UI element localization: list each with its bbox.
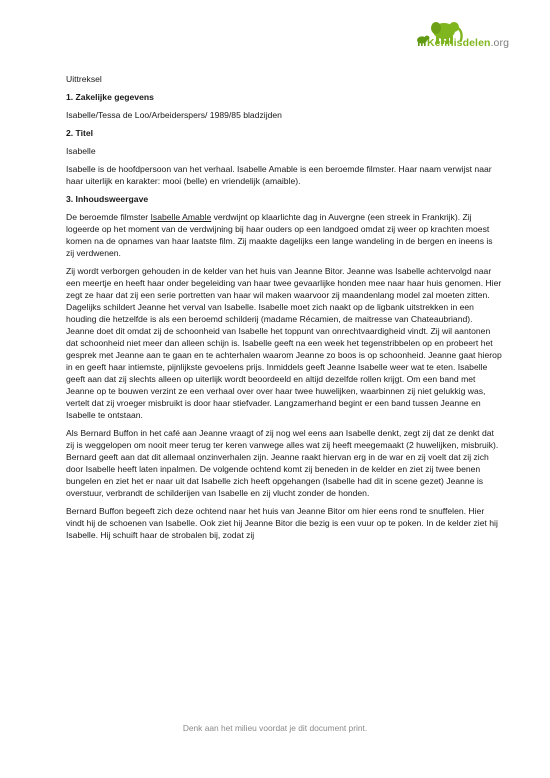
summary-paragraph-3: Als Bernard Buffon in het café aan Jeanne vraagt of zij nog wel eens aan Isabelle denkt, zegt zij dat ze denkt dat zij is weggelopen om nooit meer terug ter keren vanwege alles wat zij heeft meegemaakt (2 huwelijken, misbruik). Bernard geeft aan dat dit allemaal onzinverhalen zijn. Jeanne raakt hiervan erg in de war en zij voelt dat zij zich door Isabelle heeft laten inpalmen. De volgende ochtend komt zij beneden in de kelder en ziet zij twee benen bungelen en ziet het er naar uit dat Isabelle zich heeft opgehangen (Isabelle had dit in scene gezet) Jeanne is overstuur, verbrandt de schilderijen van Isabelle en zij vlucht zonder de honden. <box>66 428 499 498</box>
section-heading-zakelijke-gegevens: 1. Zakelijke gegevens <box>66 92 154 102</box>
title-explanation: Isabelle is de hoofdpersoon van het verhaal. Isabelle Amable is een beroemde filmster. Haar naam verwijst naar haar uiterlijk en karakter: mooi (belle) en vriendelijk (amaible). <box>66 164 492 186</box>
kennisdelen-logo[interactable] <box>412 18 530 62</box>
summary-paragraph-2: Zij wordt verborgen gehouden in de kelder van het huis van Jeanne Bitor. Jeanne was Isabelle achtervolgd naar een meertje en heeft haar onder begeleiding van haar twee gevaarlijke honden mee naar haar huis genomen. Hier zegt ze haar dat zij een serie portretten van haar wil maken waarvoor zij maandenlang model zal moeten zitten. Dagelijks schildert Jeanne het verval van Isabelle. Isabelle moet zich naakt op de ligbank uitstrekken in een houding die hetzelfde is als een beroemd schilderij (madame Récamien, de maitresse van Chateaubriand). Jeanne doet dit omdat zij de schoonheid van Isabelle het toppunt van onrechtvaardigheid vindt. Zij wil aantonen dat schoonheid niet meer dan alleen schijn is. Isabelle geeft na een week het tegenstribbelen op en probeert het gesprek met Jeanne aan te gaan en te achterhalen waarom Jeanne zo boos is op schoonheid. Jeanne gaat hierop in en geeft haar intiemste, pijnlijkste gevoelens prijs. Inmiddels geeft Jeanne Isabelle weer wat te eten. Isabelle geeft aan dat zij slechts alleen op uiterlijk wordt beoordeeld en altijd dezelfde rollen krijgt. Om een band met Jeanne op te bouwen verzint ze een verhaal over over haar twee huwelijken, waarbinnen zij niet gelukkig was, vertelt dat zij vroeger misbruikt is door haar stiefvader. Langzamerhand begint er een band tussen Jeanne en Isabelle te ontstaan. <box>66 266 502 420</box>
document-label: Uittreksel <box>66 74 102 84</box>
document-body <box>66 73 502 541</box>
logo-wordmark <box>427 37 509 49</box>
summary-paragraph-4: Bernard Buffon begeeft zich deze ochtend naar het huis van Jeanne Bitor om hier eens rond te snuffelen. Hier vindt hij de schoenen van Isabelle. Ook ziet hij Jeanne Bitor die bezig is een vuur op te poken. In de kelder ziet hij Isabelle. Hij schuift haar de strobalen bij, zodat zij <box>66 506 498 540</box>
paragraph-1-start: De beroemde filmster <box>66 212 151 222</box>
book-title: Isabelle <box>66 146 96 156</box>
footer-note: Denk aan het milieu voordat je dit document print. <box>182 723 368 733</box>
business-details: Isabelle/Tessa de Loo/Arbeiderspers/ 1989/85 bladzijden <box>66 110 282 120</box>
logo-tld: .org <box>490 37 510 49</box>
paragraph-1-rest: verdwijnt op klaarlichte dag in Auvergne (een streek in Frankrijk). Zij logeerde op het moment van de verdwijning bij haar ouders op een landgoed omdat zij weer op krachten moest komen na de opnames van haar laatste film. Zij maakte dagelijks een lange wandeling in de bergen en ineens is zij verdwenen. <box>66 212 493 258</box>
logo-name: Kennisdelen <box>427 37 491 49</box>
section-heading-titel: 2. Titel <box>66 128 94 138</box>
section-heading-inhoudsweergave: 3. Inhoudsweergave <box>66 194 149 204</box>
isabelle-amable-link[interactable]: Isabelle Amable <box>150 212 212 222</box>
summary-paragraph-1 <box>66 211 502 259</box>
